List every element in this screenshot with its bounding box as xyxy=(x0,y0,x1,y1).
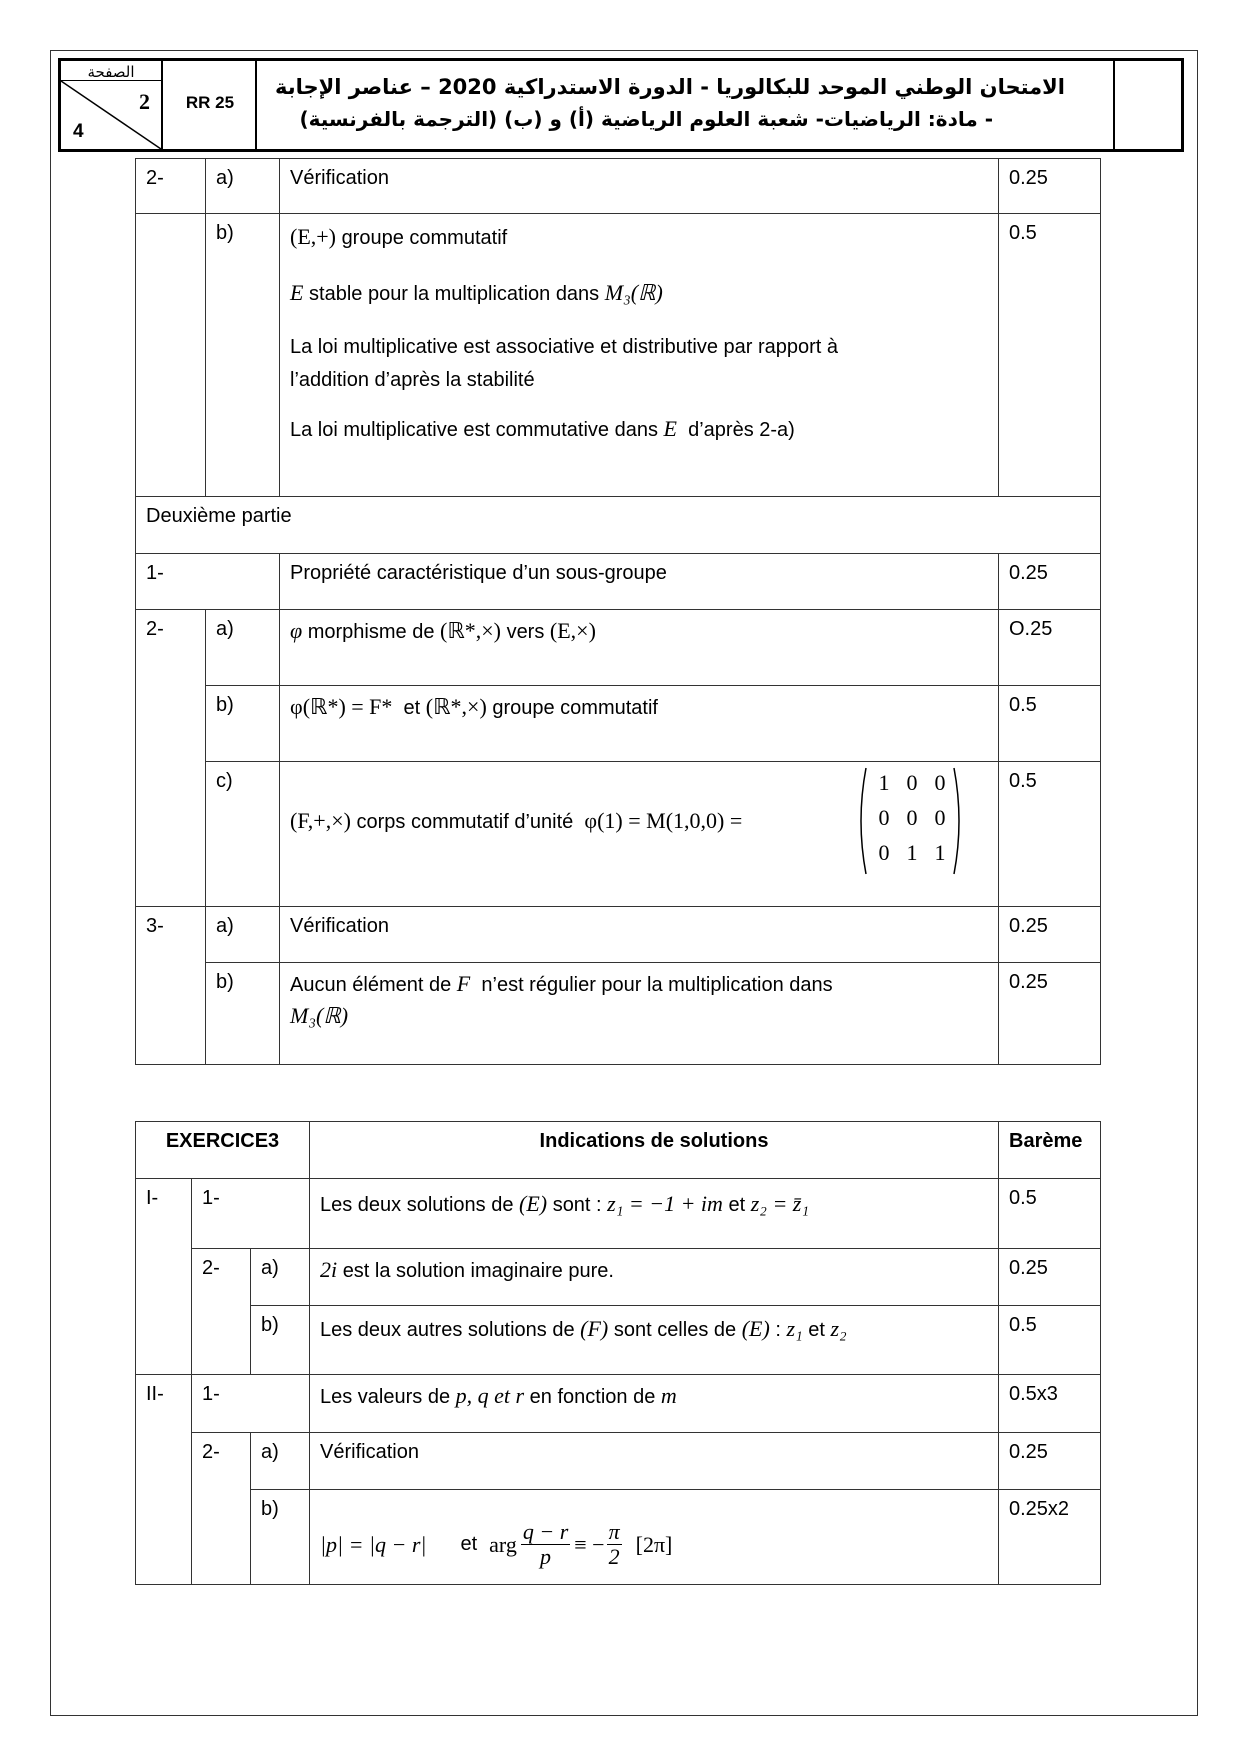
math-expr: ≡ − xyxy=(574,1531,605,1557)
score-cell xyxy=(998,906,1101,963)
sub-label xyxy=(250,1305,310,1375)
exam-header xyxy=(58,58,1184,152)
answer-text: l’addition d’après la stabilité xyxy=(290,369,535,391)
sub-label xyxy=(250,1432,310,1490)
answer-cell xyxy=(279,158,999,214)
answer-text: corps commutatif d’unité xyxy=(356,811,574,833)
sub-label-text: b) xyxy=(216,694,234,716)
sub-label-text: b) xyxy=(216,222,234,244)
math-expr: p, q et r xyxy=(455,1383,525,1408)
row-num-text: 3- xyxy=(146,915,164,937)
sub-label xyxy=(205,213,280,497)
answer-text: Vérification xyxy=(290,915,389,937)
answer-text: groupe commutatif xyxy=(341,227,508,249)
score-text: 0.25x2 xyxy=(1009,1498,1070,1520)
sub-label xyxy=(250,1489,310,1585)
unity-matrix xyxy=(856,764,964,878)
sub-label xyxy=(205,609,280,686)
fraction-denominator: 2 xyxy=(608,1544,620,1570)
answer-text: et xyxy=(403,697,421,719)
row-num-text: 2- xyxy=(202,1257,220,1279)
math-expr: M₃(ℝ) xyxy=(290,1003,349,1028)
answer-text: stable pour la multiplication dans xyxy=(309,283,600,305)
sub-label-text: b) xyxy=(216,971,234,993)
sub-label-text: a) xyxy=(216,915,234,937)
answer-cell xyxy=(279,962,999,1065)
answer-text: en fonction de xyxy=(529,1386,656,1408)
score-cell xyxy=(998,761,1101,907)
header-text: Barème xyxy=(1009,1130,1083,1152)
math-expr: F xyxy=(456,971,471,996)
answer-cell xyxy=(279,609,999,686)
row-num-text: 2- xyxy=(146,167,164,189)
math-expr: (F) xyxy=(580,1316,609,1341)
score-text: 0.25 xyxy=(1009,971,1048,993)
answer-text: Les deux autres solutions de xyxy=(320,1319,575,1341)
row-num-text: 1- xyxy=(146,562,164,584)
math-expr: z₁ xyxy=(786,1316,803,1341)
matrix-entry: 0 xyxy=(934,770,946,795)
score-cell xyxy=(998,685,1101,762)
math-expr: (ℝ*,×) xyxy=(440,618,501,643)
title-box xyxy=(259,61,1115,149)
matrix-entry: 0 xyxy=(878,805,890,830)
answer-text: groupe commutatif xyxy=(492,697,658,719)
answer-cell xyxy=(309,1248,999,1306)
page-number: 2 xyxy=(139,89,150,114)
math-expr: |p| = |q − r| xyxy=(320,1531,427,1557)
score-text: 0.25 xyxy=(1009,1257,1048,1279)
answer-text: sont : xyxy=(552,1194,602,1216)
math-expr: φ(ℝ*) = F* xyxy=(290,694,393,719)
part-label-text: II- xyxy=(146,1383,164,1405)
score-cell xyxy=(998,553,1101,610)
fraction xyxy=(607,1520,622,1569)
answer-cell xyxy=(309,1489,999,1585)
score-text: 0.25 xyxy=(1009,562,1048,584)
answer-text: Vérification xyxy=(320,1441,419,1463)
answer-text: vers xyxy=(506,621,545,643)
answer-cell xyxy=(279,685,999,762)
row-num-span xyxy=(135,213,206,497)
answer-text: n’est régulier pour la multiplication dans xyxy=(481,974,833,996)
matrix-entry: 1 xyxy=(906,840,918,865)
header-exercise xyxy=(135,1121,310,1179)
answer-text: morphisme de xyxy=(307,621,435,643)
row-num xyxy=(191,1178,310,1249)
answer-text: Les valeurs de xyxy=(320,1386,451,1408)
answer-text: est la solution imaginaire pure. xyxy=(342,1260,614,1282)
score-cell xyxy=(998,1489,1101,1585)
fraction-numerator: π xyxy=(608,1519,620,1544)
header-bareme xyxy=(998,1121,1101,1179)
answer-text: : xyxy=(775,1319,781,1341)
score-cell xyxy=(998,1178,1101,1249)
sub-label xyxy=(205,906,280,963)
math-expr: (E,+) xyxy=(290,224,336,249)
row-num-text: 2- xyxy=(146,618,164,640)
score-text: 0.5 xyxy=(1009,222,1037,244)
page-total: 4 xyxy=(73,121,84,142)
fraction-numerator: q − r xyxy=(522,1519,569,1544)
answer-cell xyxy=(309,1305,999,1375)
answer-text: et xyxy=(460,1533,478,1556)
score-cell xyxy=(998,609,1101,686)
score-text: 0.25 xyxy=(1009,167,1048,189)
score-cell xyxy=(998,1432,1101,1490)
answer-text: Les deux solutions de xyxy=(320,1194,514,1216)
matrix-entry: 1 xyxy=(934,840,946,865)
math-expr: [2π] xyxy=(635,1531,673,1557)
sub-label-text: a) xyxy=(261,1441,279,1463)
math-expr: z₁ = −1 + im xyxy=(607,1191,723,1216)
row-num xyxy=(135,158,206,214)
section-title: Deuxième partie xyxy=(146,505,292,527)
section-row xyxy=(135,496,1101,554)
answer-text: Vérification xyxy=(290,167,389,189)
row-num-text: 1- xyxy=(202,1187,220,1209)
row-num xyxy=(191,1374,310,1433)
header-indications xyxy=(309,1121,999,1179)
header-text: EXERCICE3 xyxy=(165,1130,280,1152)
answer-cell xyxy=(309,1374,999,1433)
score-cell xyxy=(998,158,1101,214)
math-expr: E xyxy=(663,416,677,441)
sub-label-text: a) xyxy=(261,1257,279,1279)
answer-cell xyxy=(279,761,999,907)
matrix-entry: 0 xyxy=(934,805,946,830)
score-text: 0.5x3 xyxy=(1009,1383,1058,1405)
row-num xyxy=(135,906,206,1065)
part-label-text: I- xyxy=(146,1187,159,1209)
score-text: 0.5 xyxy=(1009,770,1037,792)
matrix-entry: 0 xyxy=(906,805,918,830)
page-box xyxy=(61,61,163,149)
sub-label-text: a) xyxy=(216,618,234,640)
row-num-text: 1- xyxy=(202,1383,220,1405)
math-expr: 2i xyxy=(320,1257,338,1282)
code-box xyxy=(165,61,257,149)
score-text: 0.5 xyxy=(1009,1314,1037,1336)
matrix-entry: 0 xyxy=(878,840,890,865)
row-num-text: 2- xyxy=(202,1441,220,1463)
sub-label xyxy=(205,158,280,214)
math-expr: arg xyxy=(489,1531,517,1557)
sub-label-text: a) xyxy=(216,167,234,189)
answer-cell xyxy=(309,1178,999,1249)
answer-text: La loi multiplicative est associative et distributive par rapport à xyxy=(290,336,839,358)
score-text: 0.5 xyxy=(1009,694,1037,716)
fraction-denominator: p xyxy=(540,1544,552,1570)
score-text: 0.25 xyxy=(1009,915,1048,937)
row-num xyxy=(191,1248,251,1375)
score-cell xyxy=(998,962,1101,1065)
math-expr: z₂ xyxy=(830,1316,847,1341)
score-cell xyxy=(998,1305,1101,1375)
answer-cell xyxy=(309,1432,999,1490)
header-text: Indications de solutions xyxy=(539,1130,769,1152)
sub-label-text: b) xyxy=(261,1314,279,1336)
part-label xyxy=(135,1374,192,1585)
answer-cell xyxy=(279,553,999,610)
math-expr: φ(1) = M(1,0,0) = xyxy=(584,808,743,833)
math-expr: E xyxy=(290,280,304,305)
answer-text: et xyxy=(728,1194,746,1216)
answer-text: et xyxy=(808,1319,825,1341)
row-num xyxy=(191,1432,251,1585)
math-expr: (ℝ*,×) xyxy=(425,694,487,719)
sub-label xyxy=(205,685,280,762)
sub-label-text: c) xyxy=(216,770,233,792)
score-text: O.25 xyxy=(1009,618,1053,640)
title-line-2: - مادة: الرياضيات- شعبة العلوم الرياضية (أ) و (ب) (الترجمة بالفرنسية) xyxy=(299,107,993,131)
score-cell xyxy=(998,213,1101,497)
math-expr: m xyxy=(660,1383,677,1408)
score-cell xyxy=(998,1374,1101,1433)
answer-cell xyxy=(279,213,999,497)
fraction xyxy=(521,1520,570,1569)
score-text: 0.5 xyxy=(1009,1187,1037,1209)
math-expr: (E) xyxy=(519,1191,548,1216)
answer-text: La loi multiplicative est commutative dans xyxy=(290,419,658,441)
math-expr: (F,+,×) xyxy=(290,808,351,833)
sub-label xyxy=(250,1248,310,1306)
matrix-entry: 1 xyxy=(878,770,890,795)
math-expr: M₃(ℝ) xyxy=(604,280,663,305)
matrix-entry: 0 xyxy=(906,770,918,795)
part-label xyxy=(135,1178,192,1375)
math-expr: (E,×) xyxy=(549,618,596,643)
math-expr: φ xyxy=(290,618,303,643)
row-num xyxy=(135,609,206,907)
answer-text: Propriété caractéristique d’un sous-groupe xyxy=(290,562,667,584)
answer-cell xyxy=(279,906,999,963)
sub-label xyxy=(205,761,280,907)
title-line-1: الامتحان الوطني الموحد للبكالوريا - الدورة الاستدراكية 2020 – عناصر الإجابة xyxy=(274,75,1065,99)
sub-label-text: b) xyxy=(261,1498,279,1520)
page-label: الصفحة xyxy=(61,63,161,81)
answer-text: sont celles de xyxy=(613,1319,737,1341)
row-num xyxy=(135,553,280,610)
answer-text: d’après 2-a) xyxy=(688,419,795,441)
score-text: 0.25 xyxy=(1009,1441,1048,1463)
exam-code: RR 25 xyxy=(185,93,235,112)
math-expr: (E) xyxy=(741,1316,770,1341)
score-cell xyxy=(998,1248,1101,1306)
math-expr: z₂ = z̄₁ xyxy=(750,1191,809,1216)
sub-label xyxy=(205,962,280,1065)
answer-text: Aucun élément de xyxy=(290,974,452,996)
